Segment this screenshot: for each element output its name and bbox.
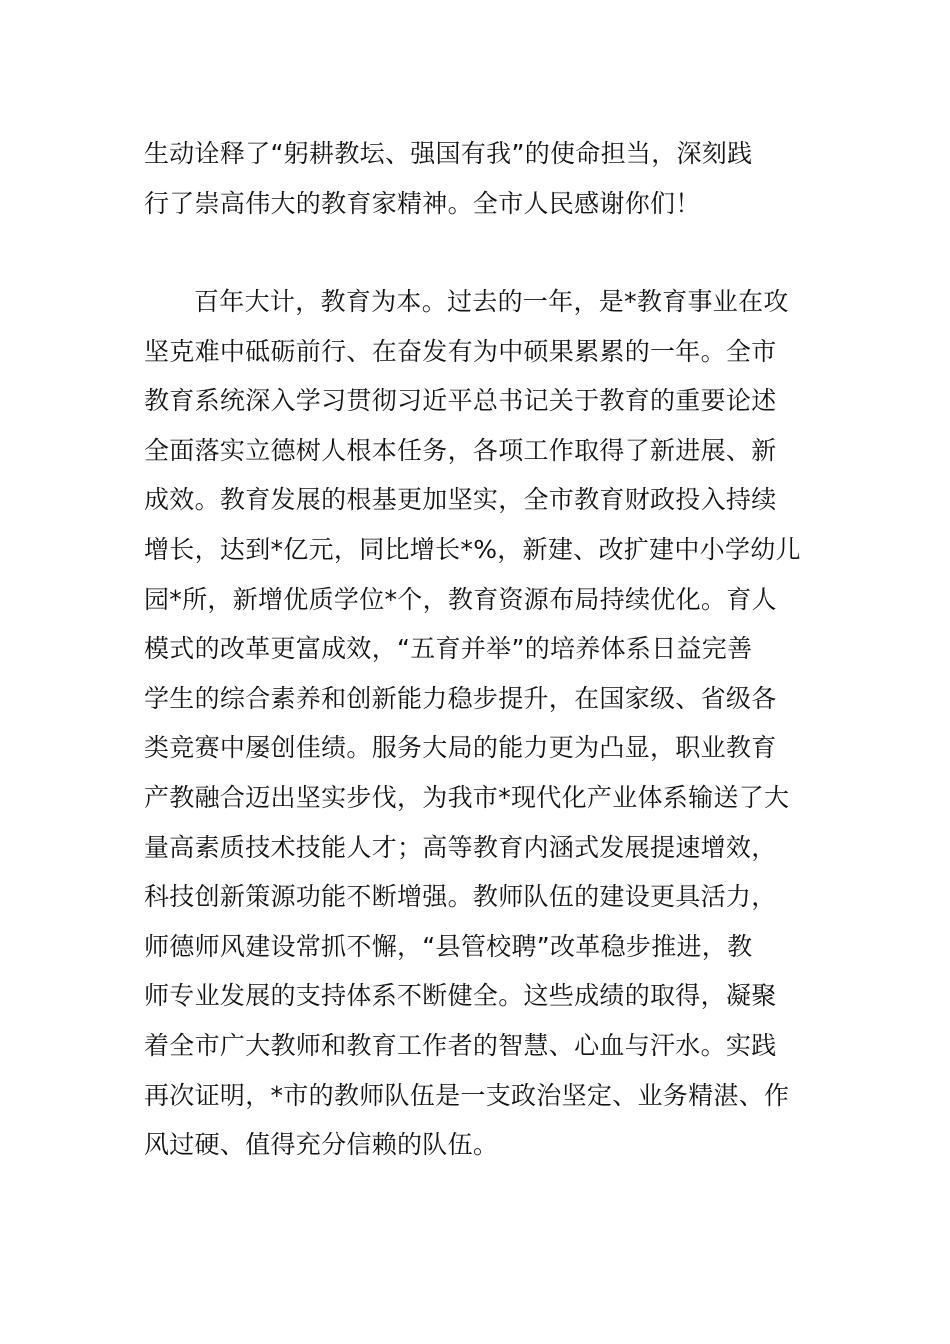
text-line: 风过硬、值得充分信赖的队伍。 xyxy=(144,1130,499,1160)
text-line: 增长，达到*亿元，同比增长*%，新建、改扩建中小学幼儿 xyxy=(144,534,801,564)
text-line: 师专业发展的支持体系不断健全。这些成绩的取得，凝聚 xyxy=(144,981,777,1011)
text-line: 着全市广大教师和教育工作者的智慧、心血与汗水。实践 xyxy=(144,1030,777,1060)
text-line: 行了崇高伟大的教育家精神。全市人民感谢你们！ xyxy=(144,188,701,218)
text-line: 园*所，新增优质学位*个，教育资源布局持续优化。育人 xyxy=(144,584,777,614)
text-line: 教育系统深入学习贯彻习近平总书记关于教育的重要论述 xyxy=(144,386,777,416)
main-paragraph xyxy=(144,277,814,1170)
text-line: 类竞赛中屡创佳绩。服务大局的能力更为凸显，职业教育 xyxy=(144,733,777,763)
text-line: 模式的改革更富成效，“五育并举”的培养体系日益完善 xyxy=(144,634,753,664)
text-line: 产教融合迈出坚实步伐，为我市*现代化产业体系输送了大 xyxy=(144,782,790,812)
text-line: 师德师风建设常抓不懈，“县管校聘”改革稳步推进，教 xyxy=(144,931,753,961)
text-line: 再次证明，*市的教师队伍是一支政治坚定、业务精湛、作 xyxy=(144,1080,790,1110)
text-line: 坚克难中砥砺前行、在奋发有为中硕果累累的一年。全市 xyxy=(144,336,777,366)
text-line: 生动诠释了“躬耕教坛、强国有我”的使命担当，深刻践 xyxy=(144,139,753,168)
text-line: 量高素质技术技能人才；高等教育内涵式发展提速增效， xyxy=(144,832,777,862)
text-line: 科技创新策源功能不断增强。教师队伍的建设更具活力， xyxy=(144,882,777,912)
continuation-paragraph xyxy=(144,129,814,228)
text-line: 学生的综合素养和创新能力稳步提升，在国家级、省级各 xyxy=(144,683,777,713)
text-line: 百年大计，教育为本。过去的一年，是*教育事业在攻 xyxy=(194,287,789,316)
text-line: 全面落实立德树人根本任务，各项工作取得了新进展、新 xyxy=(144,435,777,465)
text-line: 成效。教育发展的根基更加坚实，全市教育财政投入持续 xyxy=(144,485,777,515)
